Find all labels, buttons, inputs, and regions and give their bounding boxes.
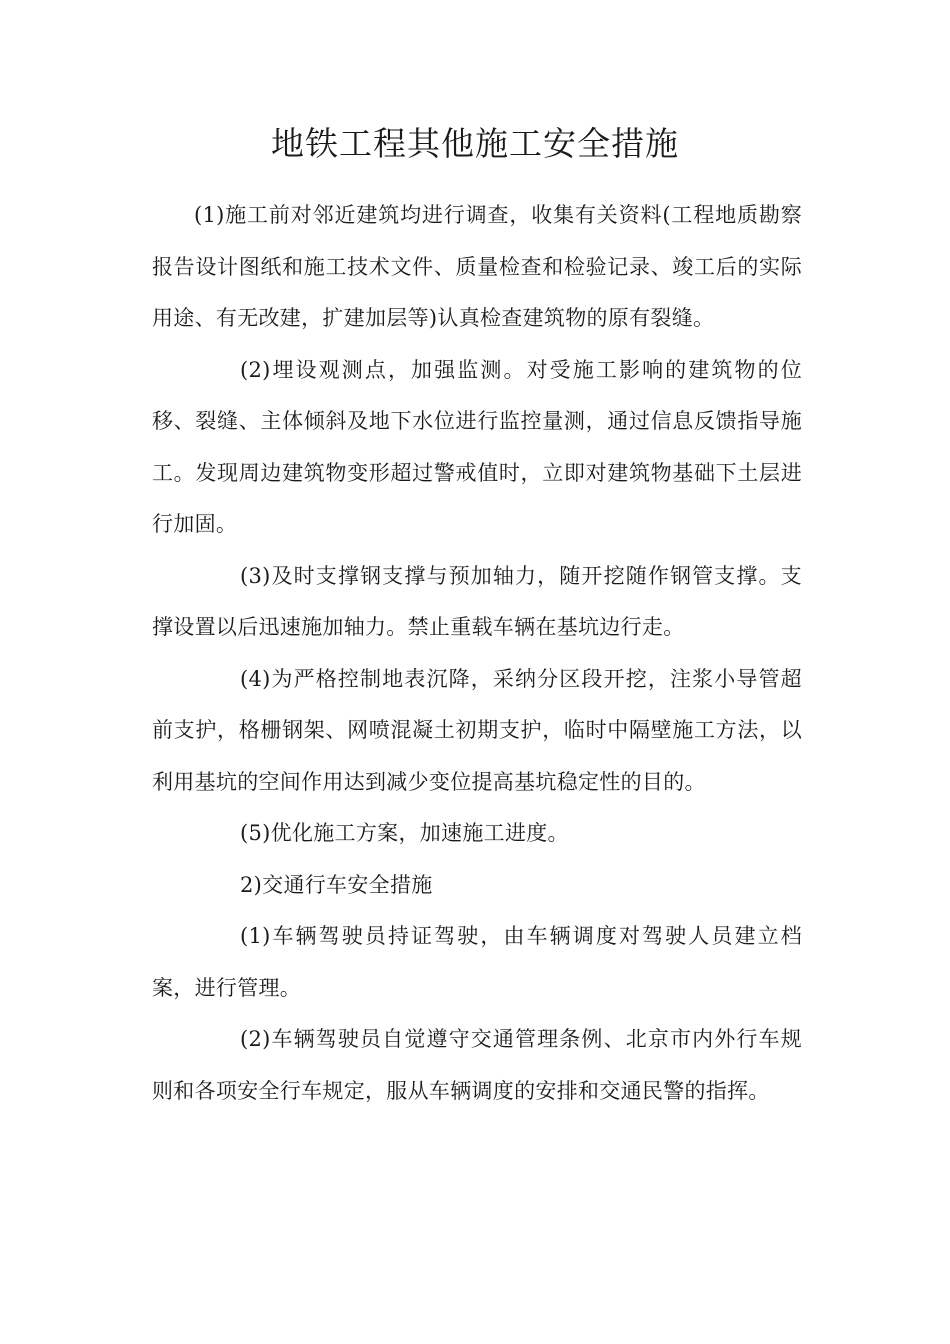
paragraph-2: (2)埋设观测点，加强监测。对受施工影响的建筑物的位移、裂缝、主体倾斜及地下水位进行监控量测，通过信息反馈指导施工。发现周边建筑物变形超过警戒值时，立即对建筑物基础下土层进行加固。 (152, 357, 802, 536)
section-heading-traffic: 2)交通行车安全措施 (240, 872, 433, 897)
document-title: 地铁工程其他施工安全措施 (271, 124, 679, 163)
document-body (152, 190, 802, 1117)
paragraph-3: (3)及时支撑钢支撑与预加轴力，随开挖随作钢管支撑。支撑设置以后迅速施加轴力。禁止重载车辆在基坑边行走。 (152, 563, 802, 639)
paragraph-5: (5)优化施工方案，加速施工进度。 (240, 821, 569, 845)
paragraph-1: (1)施工前对邻近建筑均进行调查，收集有关资料(工程地质勘察报告设计图纸和施工技术文件、质量检查和检验记录、竣工后的实际用途、有无改建，扩建加层等)认真检查建筑物的原有裂缝。 (152, 203, 802, 330)
paragraph-4: (4)为严格控制地表沉降，采纳分区段开挖，注浆小导管超前支护，格栅钢架、网喷混凝土初期支护，临时中隔壁施工方法，以利用基坑的空间作用达到减少变位提高基坑稳定性的目的。 (152, 666, 802, 794)
paragraph-7: (2)车辆驾驶员自觉遵守交通管理条例、北京市内外行车规则和各项安全行车规定，服从车辆调度的安排和交通民警的指挥。 (152, 1027, 802, 1103)
paragraph-6: (1)车辆驾驶员持证驾驶，由车辆调度对驾驶人员建立档案，进行管理。 (152, 924, 802, 1000)
